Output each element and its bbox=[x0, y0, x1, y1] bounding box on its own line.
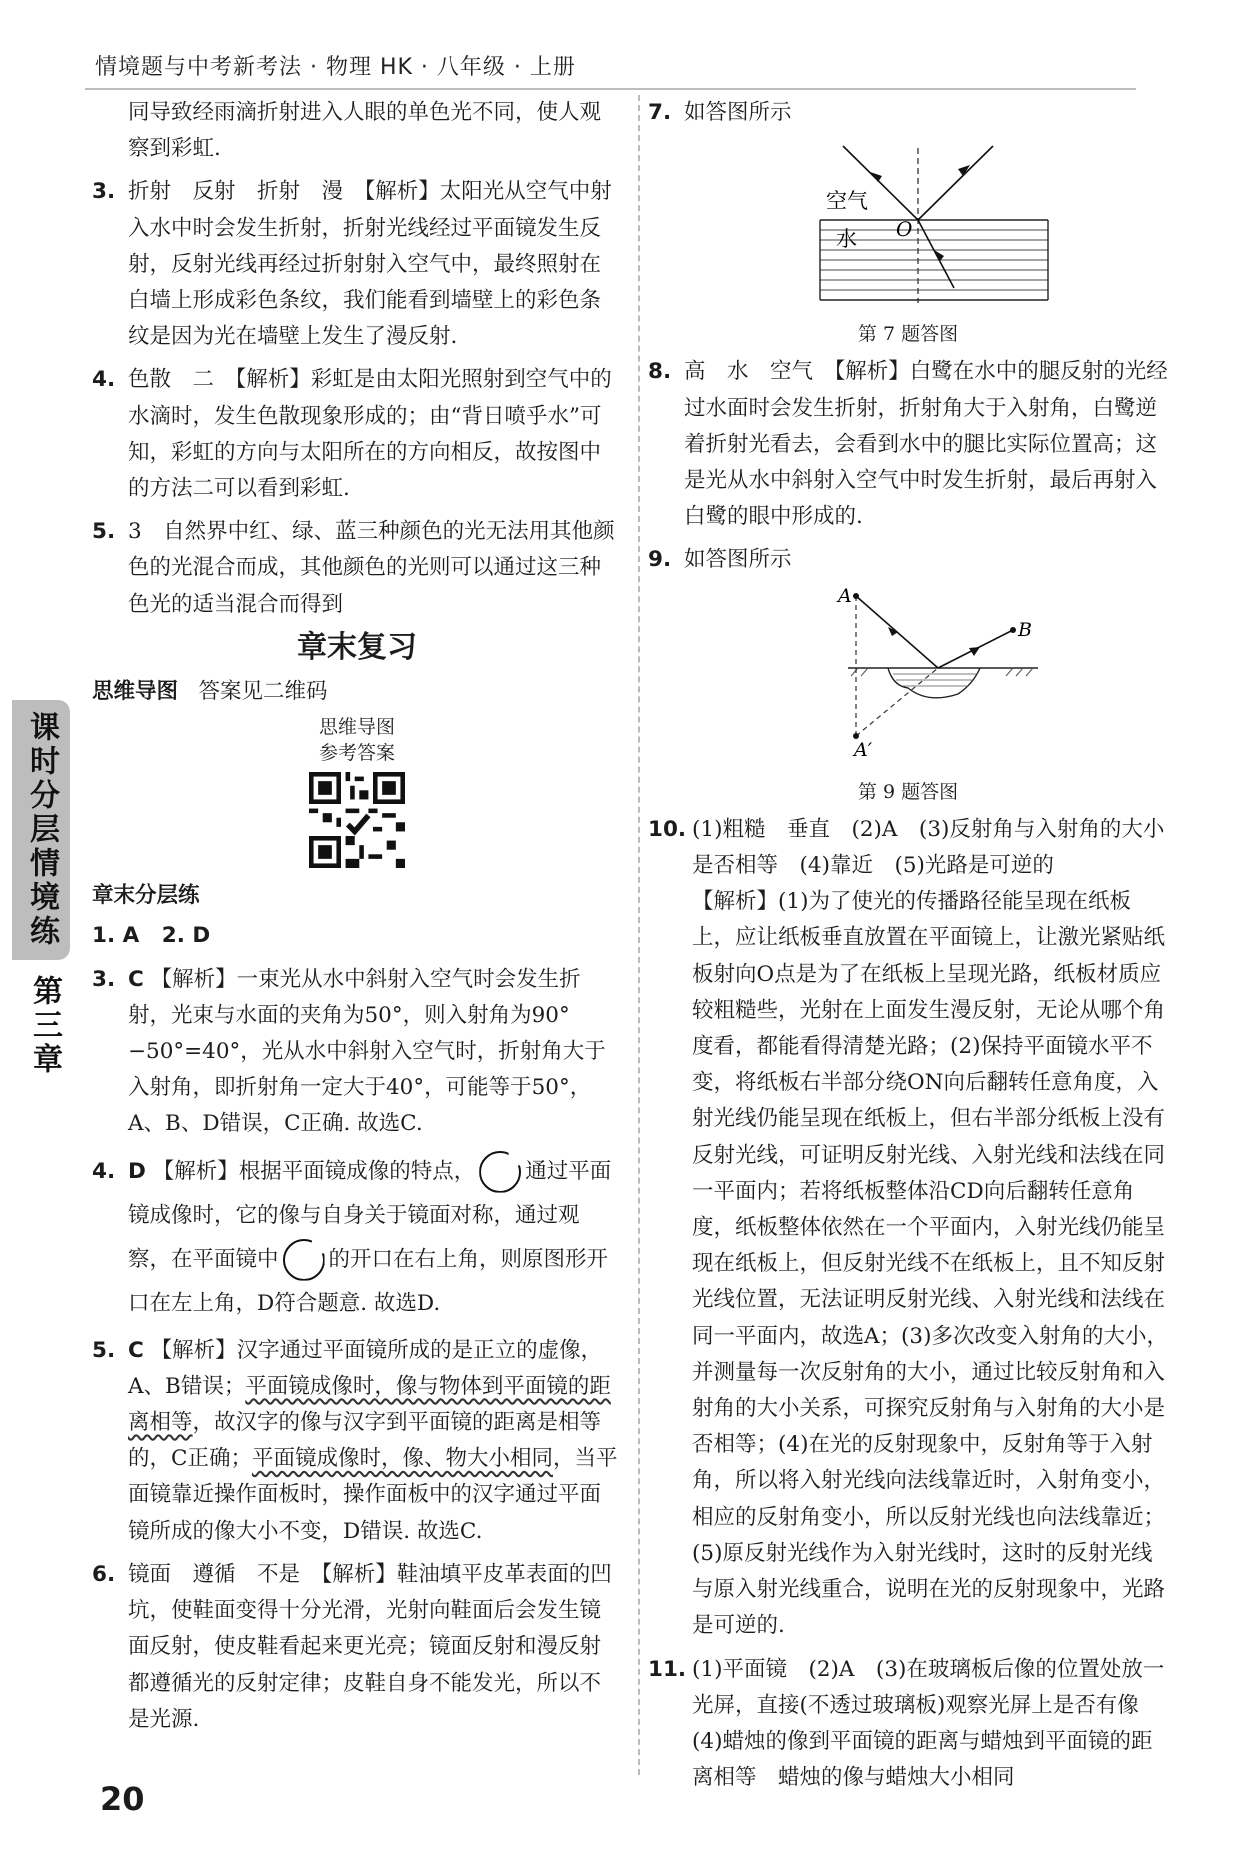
answer-9 bbox=[648, 542, 1168, 578]
mindmap-text: 答案见二维码 bbox=[198, 679, 328, 705]
answer-7 bbox=[648, 95, 1168, 131]
qr-caption-2: 参考答案 bbox=[318, 742, 395, 765]
answer-text: 如答图所示 bbox=[684, 100, 792, 125]
answer-text: 【解析】根据平面镜成像的特点， bbox=[152, 1158, 476, 1184]
answer-analysis: 【解析】(1)为了使光的传播路径能呈现在纸板上，应让纸板垂直放置在平面镜上，让激光紧贴纸板射向O点是为了在纸板上呈现光路，纸板材质应较粗糙些，光射在上面发生漫反射，无论从哪个角度看，都能看得清楚光路；(2)保持平面镜水平不变，将纸板右半部分绕ON向后翻转任意角度，入射光线仍能呈现在纸板上，但右半部分纸板上没有反射光线，可证明反射光线、入射光线和法线在同一平面内；若将纸板整体沿CD向后翻转任意角度，纸板整体依然在一个平面内，入射光线仍能呈现在纸板上，但反射光线不在纸板上，且不知反射光线位置，无法证明反射光线、入射光线和法线在同一平面内，故选A；(3)多次改变入射角的大小，并测量每一次反射角的大小，通过比较反射角和入射角的大小关系，可探究反射角与入射角的大小是否相等；(4)在光的反射现象中，反射角等于入射角，所以将入射光线向法线靠近时，入射角变小，相应的反射角变小，所以反射光线也向法线靠近；(5)原反射光线作为入射光线时，这时的反射光线与原入射光线重合，说明在光的反射现象中，光路是可逆的. bbox=[692, 889, 1168, 1639]
answer-number: 7. bbox=[648, 100, 672, 125]
answer-number: 1. bbox=[92, 923, 116, 949]
answer-5 bbox=[92, 514, 622, 623]
answer-choice: C bbox=[128, 966, 144, 992]
choice-answer-3 bbox=[92, 962, 622, 1143]
underlined-text: 平面镜成像时，像与物体到平面镜的距离相等 bbox=[128, 1373, 611, 1436]
underlined-text: 平面镜成像时，像、物大小相同 bbox=[251, 1446, 553, 1472]
answers-1-2 bbox=[92, 918, 622, 954]
column-divider bbox=[638, 95, 640, 1775]
answer-number: 3. bbox=[92, 966, 116, 992]
answer-number: 9. bbox=[648, 547, 672, 573]
label-water: 水 bbox=[836, 227, 857, 252]
answer-3 bbox=[92, 174, 622, 355]
answer-number: 5. bbox=[92, 1337, 116, 1363]
answer-4 bbox=[92, 362, 622, 507]
label-b: B bbox=[1018, 618, 1032, 641]
answer-number: 4. bbox=[92, 367, 116, 393]
open-circle-icon bbox=[479, 1151, 521, 1193]
qr-caption-1: 思维导图 bbox=[318, 716, 395, 739]
mindmap-label: 思维导图 bbox=[92, 679, 179, 705]
answer-number: 5. bbox=[92, 519, 116, 545]
answer-text: 镜面 遵循 不是 【解析】鞋油填平皮革表面的凹坑，使鞋面变得十分光滑，光射向鞋面后会发生镜面反射，使皮鞋看起来更光亮；镜面反射和漫反射都遵循光的反射定律；皮鞋自身不能发光，所以不是光源. bbox=[128, 1561, 612, 1732]
answer-text: 折射 反射 折射 漫 【解析】太阳光从空气中射入水中时会发生折射，折射光线经过平面镜发生反射，反射光线再经过折射射入空气中，最终照射在白墙上形成彩色条纹，我们能看到墙壁上的彩色条纹是因为光在墙壁上发生了漫反射. bbox=[128, 179, 612, 350]
practice-heading: 章末分层练 bbox=[92, 883, 200, 909]
reflection-diagram bbox=[768, 586, 1048, 766]
refraction-diagram bbox=[758, 138, 1058, 308]
page-header: 情境题与中考新考法 · 物理 HK · 八年级 · 上册 bbox=[95, 50, 576, 81]
qr-code-icon[interactable] bbox=[309, 772, 405, 868]
right-column bbox=[648, 95, 1168, 1803]
side-tab: 课时分层情境练 bbox=[12, 700, 70, 960]
answer-number: 6. bbox=[92, 1561, 116, 1587]
qr-block bbox=[92, 714, 622, 868]
label-a: A bbox=[838, 585, 852, 607]
label-air: 空气 bbox=[826, 189, 868, 214]
answer-text: 的开口在右上角，则原图形开口在左上角，D符合题意. 故选D. bbox=[128, 1246, 609, 1316]
figure-9 bbox=[648, 586, 1168, 806]
answer-choice: C bbox=[128, 1337, 144, 1363]
answer-10 bbox=[648, 812, 1168, 1645]
answer-number: 10. bbox=[648, 816, 687, 842]
answer-text: 【解析】汉字通过平面镜所成的是正立的虚像，A、B错误； bbox=[128, 1337, 603, 1399]
answer-text: 3 自然界中红、绿、蓝三种颜色的光无法用其他颜色的光混合而成，其他颜色的光则可以通过这三种色光的适当混合而得到 bbox=[128, 519, 615, 617]
answer-choice: D bbox=[128, 1158, 146, 1184]
answer-text: 高 水 空气 【解析】白鹭在水中的腿反射的光经过水面时会发生折射，折射角大于入射角，白鹭逆着折射光看去，会看到水中的腿比实际位置高；这是光从水中斜射入空气中时发生折射，最后再射入白鹭的眼中形成的. bbox=[684, 359, 1168, 530]
page-number: 20 bbox=[100, 1780, 145, 1818]
answer-choice: A bbox=[122, 923, 140, 949]
answer-number: 3. bbox=[92, 179, 116, 205]
answer-text: 通过平面镜成像时，它的像与自身关于镜面对称，通过观察，在平面镜中 bbox=[128, 1158, 612, 1272]
answer-number: 2. bbox=[161, 923, 185, 949]
left-column bbox=[92, 95, 622, 1745]
figure-7 bbox=[648, 138, 1168, 348]
label-a-prime: A′ bbox=[854, 738, 873, 761]
figure-caption: 第 7 题答图 bbox=[857, 323, 959, 346]
label-o: O bbox=[896, 217, 913, 242]
answer-text: ，故汉字的像与汉字到平面镜的距离是相等的，C正确； bbox=[128, 1410, 602, 1472]
answer-text: 色散 二 【解析】彩虹是由太阳光照射到空气中的水滴时，发生色散现象形成的；由“背日喷乎水”可知，彩虹的方向与太阳所在的方向相反，故按图中的方法二可以看到彩虹. bbox=[128, 367, 612, 502]
answer-text: ，当平面镜靠近操作面板时，操作面板中的汉字通过平面镜所成的像大小不变，D错误. 故选C. bbox=[128, 1446, 618, 1544]
answer-number: 11. bbox=[648, 1656, 687, 1682]
answer-number: 4. bbox=[92, 1158, 116, 1184]
answer-6 bbox=[92, 1557, 622, 1738]
answer-text: 同导致经雨滴折射进入人眼的单色光不同，使人观察到彩虹. bbox=[128, 100, 602, 162]
answer-text: (1)平面镜 (2)A (3)在玻璃板后像的位置处放一光屏，直接(不透过玻璃板)观察光屏上是否有像 (4)蜡烛的像到平面镜的距离与蜡烛到平面镜的距离相等 蜡烛的像与蜡烛大小相同 bbox=[692, 1656, 1165, 1791]
section-title: 章末复习 bbox=[297, 629, 417, 665]
answer-11 bbox=[648, 1652, 1168, 1797]
answer-8 bbox=[648, 354, 1168, 535]
answer-text: 【解析】一束光从水中斜射入空气时会发生折射，光束与水面的夹角为50°，则入射角为90°−50°=40°，光从水中斜射入空气时，折射角大于入射角，即折射角一定大于40°，可能等于50°，A、B、D错误，C正确. 故选C. bbox=[128, 966, 606, 1137]
figure-caption: 第 9 题答图 bbox=[857, 780, 959, 803]
answer-text: (1)粗糙 垂直 (2)A (3)反射角与入射角的大小是否相等 (4)靠近 (5)光路是可逆的 bbox=[692, 816, 1165, 879]
answer-text: 如答图所示 bbox=[684, 547, 792, 573]
open-circle-mirrored-icon bbox=[283, 1239, 325, 1281]
answer-number: 8. bbox=[648, 359, 672, 385]
choice-answer-4 bbox=[92, 1150, 622, 1326]
side-chapter: 第三章 bbox=[27, 975, 62, 1077]
mindmap-line bbox=[92, 674, 622, 710]
answer-continuation bbox=[92, 95, 622, 167]
choice-answer-5 bbox=[92, 1333, 622, 1550]
answer-choice: D bbox=[192, 923, 211, 949]
